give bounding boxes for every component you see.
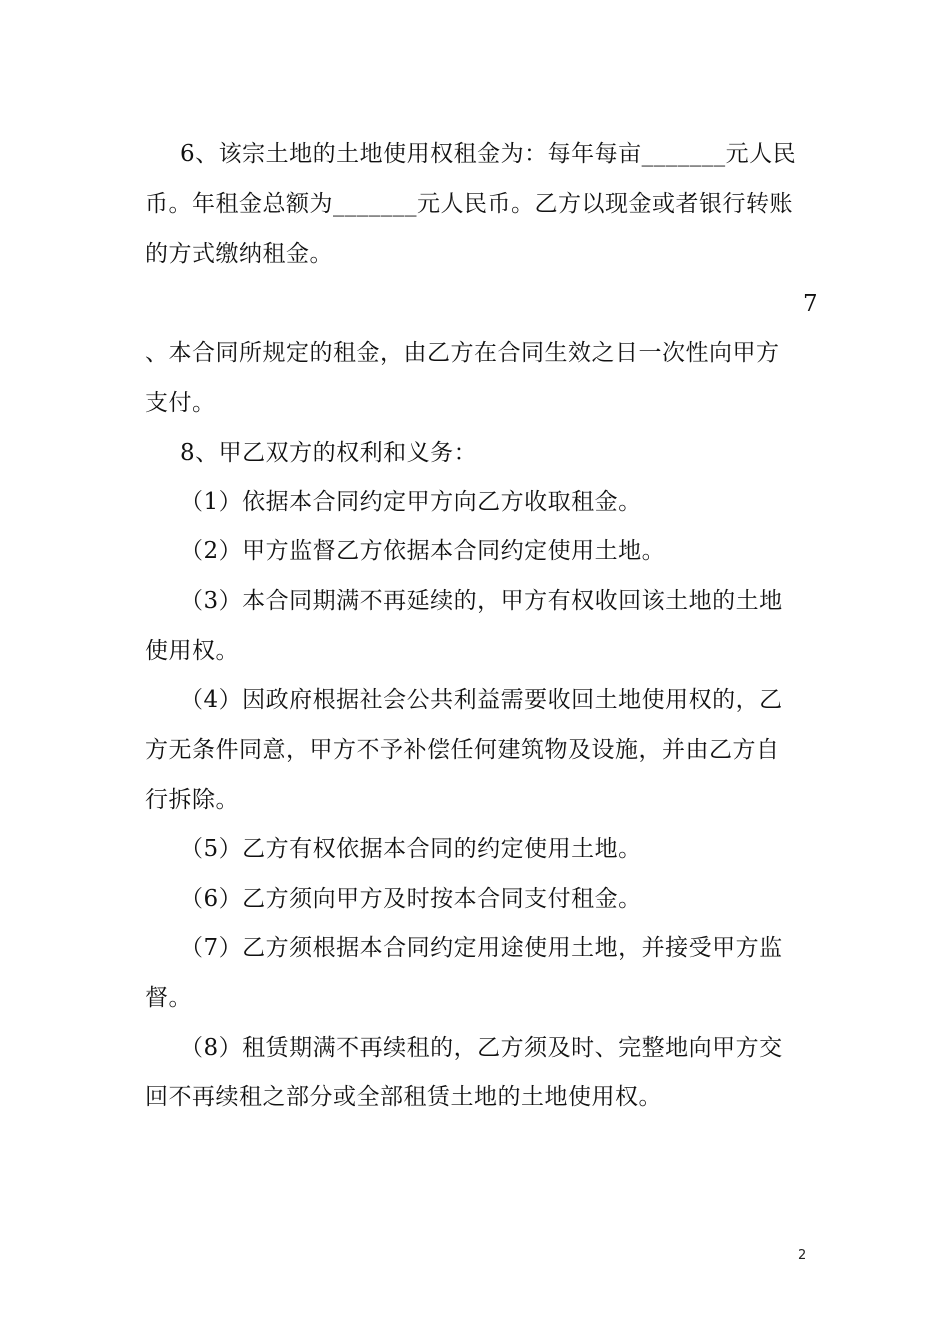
page-number: 2 [798, 1248, 807, 1263]
clause-8-item-4-line-1: （4）因政府根据社会公共利益需要收回土地使用权的，乙 [180, 687, 783, 713]
clause-6-line-2: 币。年租金总额为_______元人民币。乙方以现金或者银行转账 [145, 191, 793, 217]
clause-7-number: 7 [803, 291, 818, 317]
clause-8-item-1: （1）依据本合同约定甲方向乙方收取租金。 [180, 489, 642, 515]
clause-8-item-4-line-2: 方无条件同意，甲方不予补偿任何建筑物及设施，并由乙方自 [145, 737, 780, 763]
clause-8-item-8-line-2: 回不再续租之部分或全部租赁土地的土地使用权。 [145, 1084, 662, 1110]
clause-8-item-7-line-2: 督。 [145, 985, 192, 1011]
clause-6-line-1: 6、该宗土地的土地使用权租金为：每年每亩_______元人民 [180, 141, 797, 167]
clause-8-item-3-line-1: （3）本合同期满不再延续的，甲方有权收回该土地的土地 [180, 588, 783, 614]
clause-7-line-2: 支付。 [145, 390, 216, 416]
clause-8-heading: 8、甲乙双方的权利和义务： [180, 440, 478, 466]
clause-8-item-2: （2）甲方监督乙方依据本合同约定使用土地。 [180, 538, 666, 564]
clause-8-item-6: （6）乙方须向甲方及时按本合同支付租金。 [180, 886, 642, 912]
clause-6-line-3: 的方式缴纳租金。 [145, 241, 333, 267]
clause-8-item-8-line-1: （8）租赁期满不再续租的，乙方须及时、完整地向甲方交 [180, 1035, 783, 1061]
clause-8-item-7-line-1: （7）乙方须根据本合同约定用途使用土地，并接受甲方监 [180, 935, 783, 961]
clause-8-item-4-line-3: 行拆除。 [145, 787, 239, 813]
clause-8-item-5: （5）乙方有权依据本合同的约定使用土地。 [180, 836, 642, 862]
clause-7-line-1: 、本合同所规定的租金，由乙方在合同生效之日一次性向甲方 [145, 340, 780, 366]
clause-8-item-3-line-2: 使用权。 [145, 638, 239, 664]
